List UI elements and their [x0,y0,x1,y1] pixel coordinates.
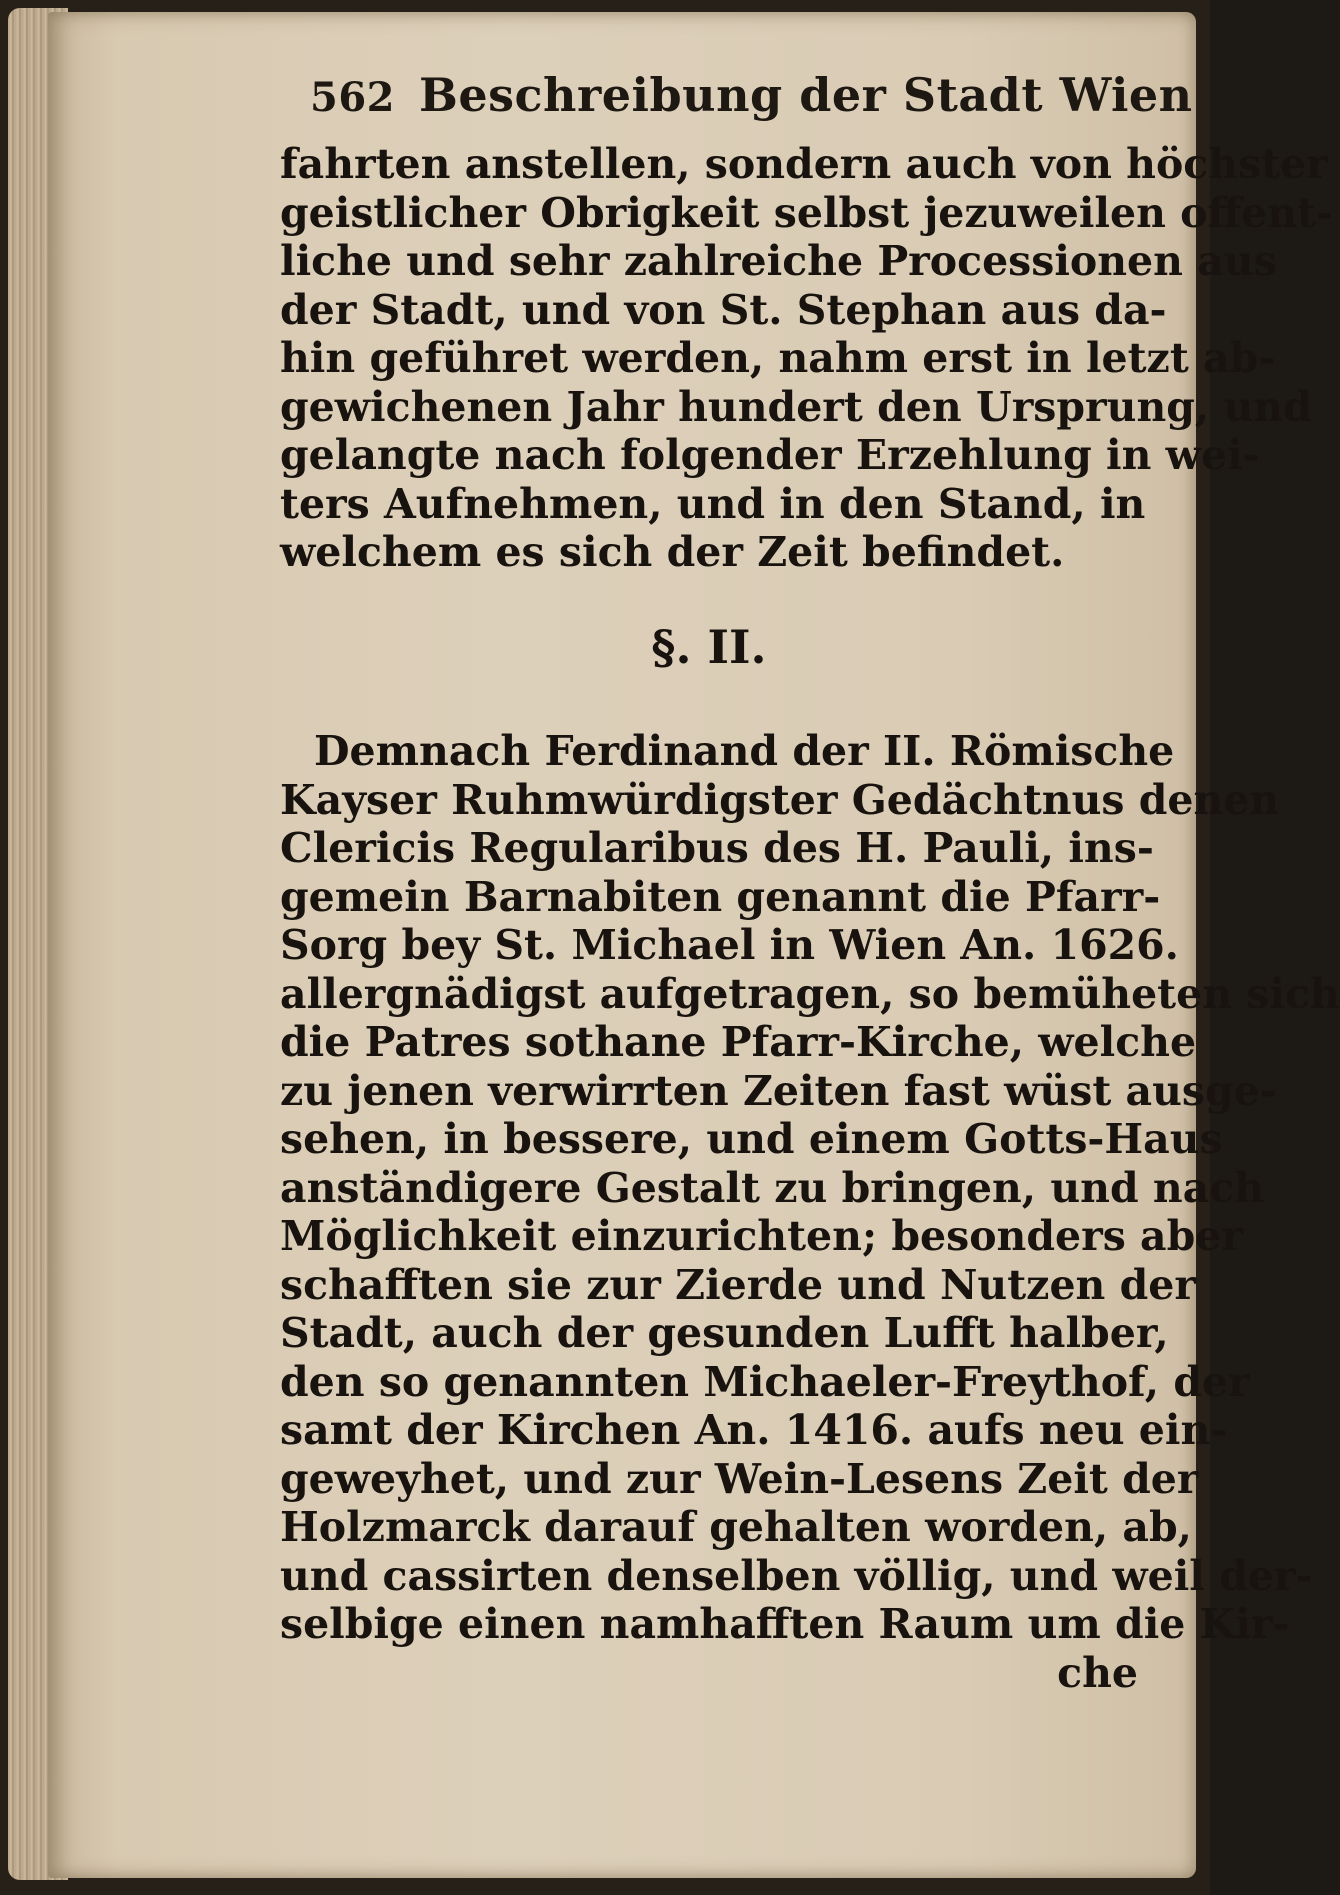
text-line: Sorg bey St. Michael in Wien An. 1626. [280,921,1179,969]
text-line: Demnach Ferdinand der II. Römische [314,727,1175,775]
text-line: fahrten anstellen, sondern auch von höchster [280,140,1328,188]
text-line: gelangte nach folgender Erzehlung in wei- [280,431,1260,479]
text-line: Möglichkeit einzurichten; besonders aber [280,1212,1243,1260]
text-line: hin geführet werden, nahm erst in letzt ab- [280,334,1276,382]
text-line: die Patres sothane Pfarr-Kirche, welche [280,1018,1197,1066]
text-line: allergnädigst aufgetragen, so bemüheten sich [280,969,1340,1018]
text-line: ters Aufnehmen, und in den Stand, in [280,479,1146,528]
text-line: gewichenen Jahr hundert den Ursprung, und [280,382,1312,431]
text-line: schafften sie zur Zierde und Nutzen der [280,1260,1196,1309]
text-line: liche und sehr zahlreiche Processionen aus [280,237,1277,285]
page-number: 562 [310,74,395,121]
text-line: Holzmarck darauf gehalten worden, ab, [280,1503,1192,1551]
text-line: welchem es sich der Zeit befindet. [280,528,1065,576]
paragraph-2 [280,727,1340,1697]
text-line: zu jenen verwirrten Zeiten fast wüst ausge- [280,1066,1277,1115]
text-line: den so genannten Michaeler-Freythof, der [280,1357,1250,1406]
catchword: che [1057,1648,1138,1697]
text-line: geweyhet, und zur Wein-Lesens Zeit der [280,1454,1199,1503]
text-line: selbige einen namhafften Raum um die Kir- [280,1600,1290,1648]
text-line: gemein Barnabiten genannt die Pfarr- [280,872,1161,921]
text-line: der Stadt, und von St. Stephan aus da- [280,285,1167,334]
running-head [310,68,1193,128]
text-line: Clericis Regularibus des H. Pauli, ins- [280,824,1154,872]
text-line: Stadt, auch der gesunden Lufft halber, [280,1309,1169,1357]
text-line: anständigere Gestalt zu bringen, und nach [280,1163,1265,1212]
text-line: geistlicher Obrigkeit selbst jezuweilen offent- [280,188,1334,237]
text-line: sehen, in bessere, und einem Gotts-Haus [280,1115,1223,1163]
paragraph-1 [280,140,1334,577]
text-line: und cassirten denselben völlig, und weil der- [280,1551,1313,1600]
text-line: Kayser Ruhmwürdigster Gedächtnus denen [280,775,1280,824]
running-title: Beschreibung der Stadt Wien [419,68,1193,122]
section-heading: §. II. [651,620,767,674]
text-line: samt der Kirchen An. 1416. aufs neu ein- [280,1406,1228,1454]
